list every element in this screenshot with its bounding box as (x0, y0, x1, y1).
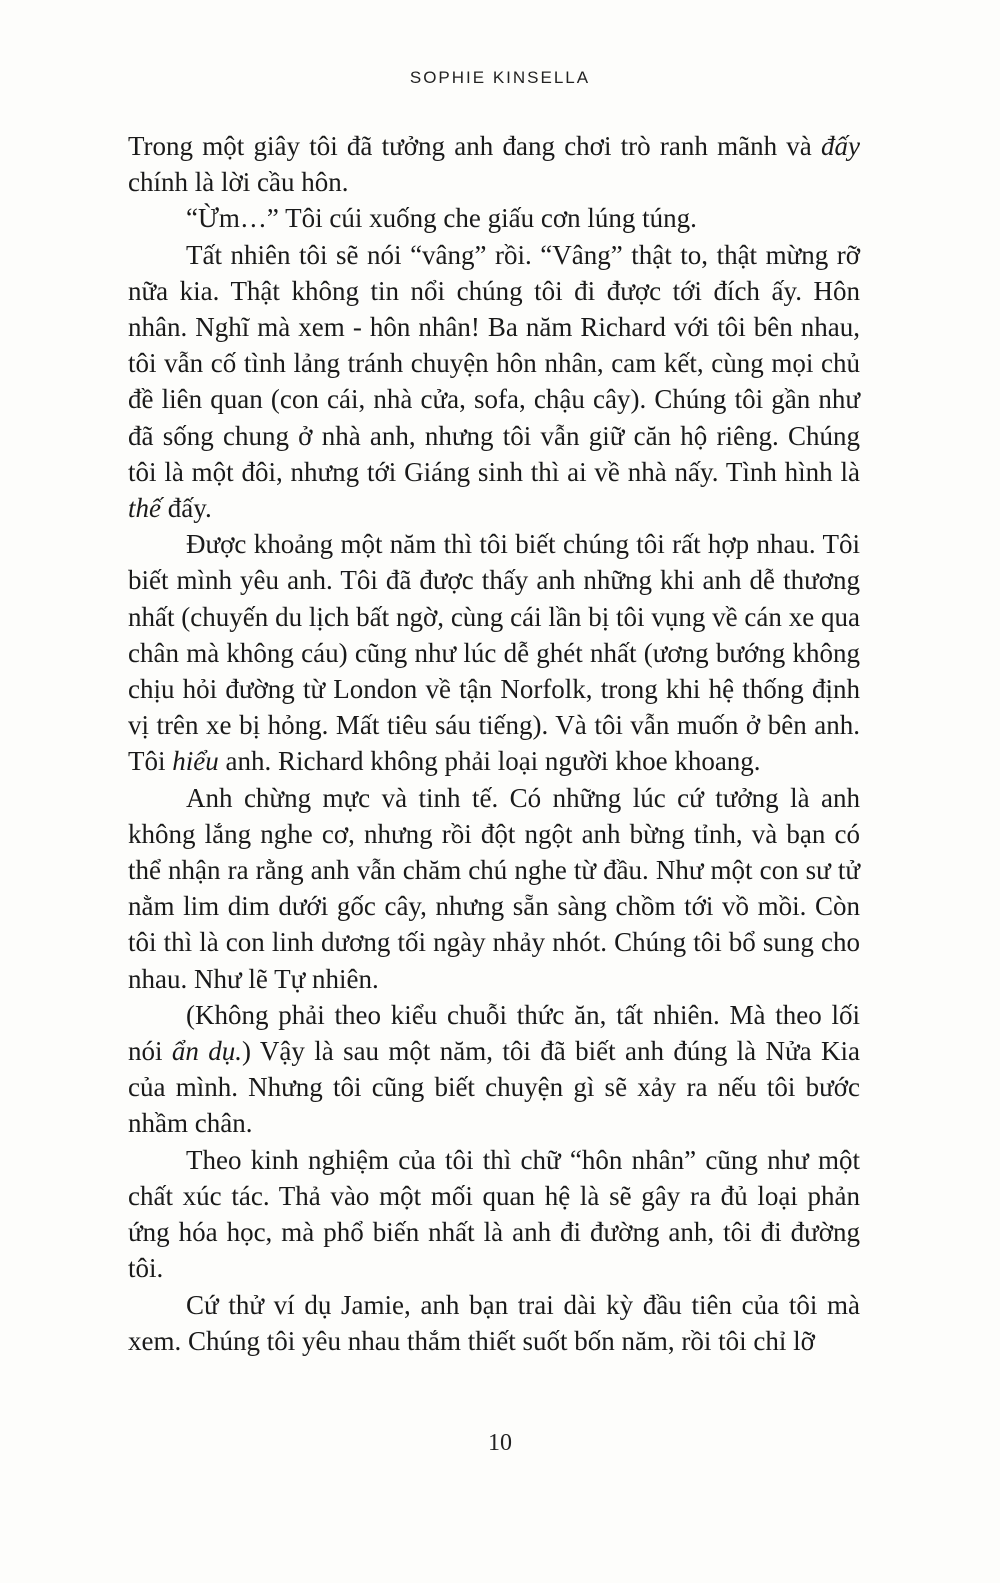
paragraph-1: Trong một giây tôi đã tưởng anh đang chơi trò ranh mãnh và đấy chính là lời cầu hôn. (128, 131, 860, 198)
paragraph-5: Anh chừng mực và tinh tế. Có những lúc cứ tưởng là anh không lắng nghe cơ, nhưng rồi đột ngột anh bừng tỉnh, và bạn có thể nhận ra rằng anh vẫn chăm chú nghe từ đầu. Như một con sư tử nằm lim dim dưới gốc cây, nhưng sẵn sàng chồm tới vồ mồi. Còn tôi thì là con linh dương tối ngày nhảy nhót. Chúng tôi bổ sung cho nhau. Như lẽ Tự nhiên. (128, 782, 860, 994)
body-text (128, 128, 860, 1359)
paragraph-2: “Ừm…” Tôi cúi xuống che giấu cơn lúng túng. (186, 203, 697, 234)
emphasis: thế (128, 493, 161, 524)
running-header: SOPHIE KINSELLA (409, 68, 591, 87)
paragraph-3: Tất nhiên tôi sẽ nói “vâng” rồi. “Vâng” thật to, thật mừng rỡ nữa kia. Thật không tin nổi chúng tôi đi được tới đích ấy. Hôn nhân. Nghĩ mà xem - hôn nhân! Ba năm Richard với tôi bên nhau, tôi vẫn cố tình lảng tránh chuyện hôn nhân, cam kết, cùng mọi chủ đề liên quan (con cái, nhà cửa, sofa, chậu cây). Chúng tôi gần như đã sống chung ở nhà anh, nhưng tôi vẫn giữ căn hộ riêng. Chúng tôi là một đôi, nhưng tới Giáng sinh thì ai về nhà nấy. Tình hình là thế đấy. (128, 239, 860, 524)
paragraph-8: Cứ thử ví dụ Jamie, anh bạn trai dài kỳ đầu tiên của tôi mà xem. Chúng tôi yêu nhau thắm thiết suốt bốn năm, rồi tôi chỉ lỡ (128, 1289, 860, 1356)
paragraph-7: Theo kinh nghiệm của tôi thì chữ “hôn nhân” cũng như một chất xúc tác. Thả vào một mối quan hệ là sẽ gây ra đủ loại phản ứng hóa học, mà phổ biến nhất là anh đi đường anh, tôi đi đường tôi. (128, 1144, 860, 1284)
page-number: 10 (488, 1430, 512, 1456)
paragraph-6: (Không phải theo kiểu chuỗi thức ăn, tất nhiên. Mà theo lối nói ẩn dụ.) Vậy là sau một năm, tôi đã biết anh đúng là Nửa Kia của mình. Nhưng tôi cũng biết chuyện gì sẽ xảy ra nếu tôi bước nhầm chân. (128, 999, 860, 1139)
paragraph-4: Được khoảng một năm thì tôi biết chúng tôi rất hợp nhau. Tôi biết mình yêu anh. Tôi đã được thấy anh những khi anh dễ thương nhất (chuyến du lịch bất ngờ, cùng cái lần bị tôi vụng về cán xe qua chân mà không cáu) cũng như lúc dễ ghét nhất (ương bướng không chịu hỏi đường từ London về tận Norfolk, trong khi hệ thống định vị trên xe bị hỏng. Mất tiêu sáu tiếng). Và tôi vẫn muốn ở bên anh. Tôi hiểu anh. Richard không phải loại người khoe khoang. (128, 529, 860, 777)
emphasis: ẩn dụ. (171, 1036, 242, 1067)
emphasis: hiểu (172, 746, 219, 777)
emphasis: đấy (821, 131, 860, 161)
